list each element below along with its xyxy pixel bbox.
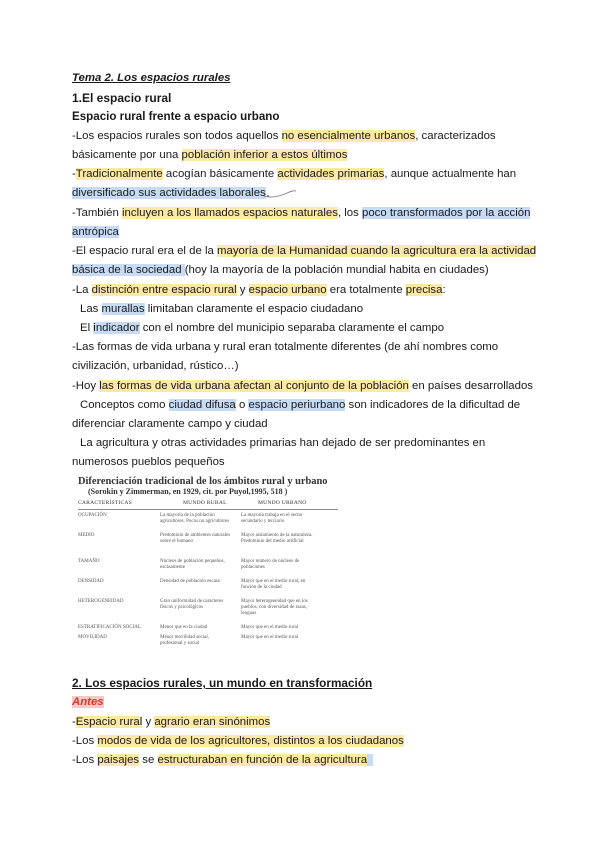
table-cell: Densidad de población escasa: [160, 579, 220, 584]
table-cell: Núcleos de población pequeños, escasamente: [160, 559, 225, 570]
table-cell: Mayor aislamiento de la naturaleza. Predominio del medio artificial: [241, 533, 313, 544]
table-cell: TAMAÑO: [78, 559, 100, 564]
table-cell: La mayoría de la población agricultores. Pocos no agricultores: [160, 513, 230, 524]
subsection-heading: Espacio rural frente a espacio urbano: [72, 110, 280, 123]
paragraph-line: -Las formas de vida urbana y rural eran totalmente diferentes (de ahí nombres como: [72, 341, 499, 353]
paragraph-line: Conceptos como ciudad difusa o espacio periurbano son indicadores de la dificultad de: [80, 399, 521, 411]
paragraph-line: -Espacio rural y agrario eran sinónimos: [72, 716, 271, 728]
document-title: Tema 2. Los espacios rurales: [72, 72, 231, 84]
paragraph-line: -La distinción entre espacio rural y espacio urbano era totalmente precisa:: [72, 284, 446, 296]
table-row: [78, 625, 338, 635]
table-subtitle: (Sorokin y Zimmerman, en 1929, cit. por Puyol,1995, 518 ): [88, 487, 288, 496]
section-heading-1: 1.El espacio rural: [72, 91, 172, 105]
table-cell: MEDIO: [78, 533, 95, 538]
paragraph-line: diferenciar claramente campo y ciudad: [72, 418, 268, 430]
table-header-cell: MUNDO URBANO: [258, 500, 307, 506]
table-cell: DENSIDAD: [78, 579, 104, 584]
table-cell: OCUPACIÓN: [78, 513, 107, 518]
table-cell: Predominio de ambientes naturales sobre el humano: [160, 533, 231, 544]
table-cell: HETEROGENEIDAD: [78, 599, 124, 604]
handwritten-squiggle: [262, 188, 298, 200]
table-cell: ESTRATIFICACIÓN SOCIAL: [78, 625, 141, 630]
paragraph-line: Las murallas limitaban claramente el espacio ciudadano: [80, 303, 364, 315]
paragraph-line: El indicador con el nombre del municipio separaba claramente el campo: [80, 322, 445, 334]
table-cell: Mayor que en el medio rural: [241, 635, 299, 640]
paragraph-line: básicamente por una población inferior a estos últimos: [72, 149, 348, 161]
paragraph-line: -Los espacios rurales son todos aquellos no esencialmente urbanos, caracterizados: [72, 130, 496, 142]
antes-label: Antes: [72, 696, 104, 708]
paragraph-line: -Los paisajes se estructuraban en función de la agricultura: [72, 753, 373, 767]
paragraph-line: antrópica: [72, 226, 119, 238]
paragraph-line: -Los modos de vida de los agricultores, distintos a los ciudadanos: [72, 735, 404, 747]
comparison-table-image: [78, 476, 338, 656]
table-row: [78, 533, 338, 559]
table-row: [78, 579, 338, 599]
table-cell: Mayor que en el medio rural: [241, 625, 299, 630]
table-header: [78, 499, 338, 510]
paragraph-line: -Hoy las formas de vida urbana afectan al conjunto de la población en países desarrollados: [72, 380, 533, 392]
paragraph-line: civilización, urbanidad, rústico…): [72, 360, 239, 372]
table-row: [78, 635, 338, 653]
table-cell: Menor que en la ciudad: [160, 625, 208, 630]
table-row: [78, 599, 338, 625]
paragraph-line: -También incluyen a los llamados espacios naturales, los poco transformados por la acción: [72, 207, 531, 219]
table-title: Diferenciación tradicional de los ámbitos rural y urbano: [78, 476, 328, 487]
table-cell: Mayor heterogeneidad que en los pueblos, con diversidad de razas, lenguas: [241, 599, 308, 616]
paragraph-line: básica de la sociedad (hoy la mayoría de la población mundial habita en ciudades): [72, 264, 489, 276]
section-heading-2: 2. Los espacios rurales, un mundo en transformación: [72, 676, 373, 690]
paragraph-line: La agricultura y otras actividades primarias han dejado de ser predominantes en: [80, 437, 486, 449]
paragraph-line: numerosos pueblos pequeños: [72, 456, 225, 468]
table-cell: La mayoría trabaja en el sector secundario y terciario: [241, 513, 303, 524]
table-row: [78, 559, 338, 579]
table-cell: MOVILIDAD: [78, 635, 107, 640]
paragraph-line: -Tradicionalmente acogían básicamente actividades primarias, aunque actualmente han: [72, 168, 517, 180]
table-cell: Gran uniformidad de caracteres físicos y psicológicos: [160, 599, 224, 610]
table-row: [78, 513, 338, 533]
table-cell: Mayor número de núcleos de poblaciones: [241, 559, 300, 570]
table-header-cell: CARACTERÍSTICAS: [78, 500, 132, 506]
paragraph-line: diversificado sus actividades laborales: [72, 187, 266, 199]
table-header-cell: MUNDO RURAL: [183, 500, 227, 506]
table-cell: Menor movilidad social, profesional y social: [160, 635, 210, 646]
paragraph-line: -El espacio rural era el de la mayoría de la Humanidad cuando la agricultura era la actividad: [72, 245, 537, 257]
table-cell: Mayor que en el medio rural, en función de la ciudad: [241, 579, 306, 590]
